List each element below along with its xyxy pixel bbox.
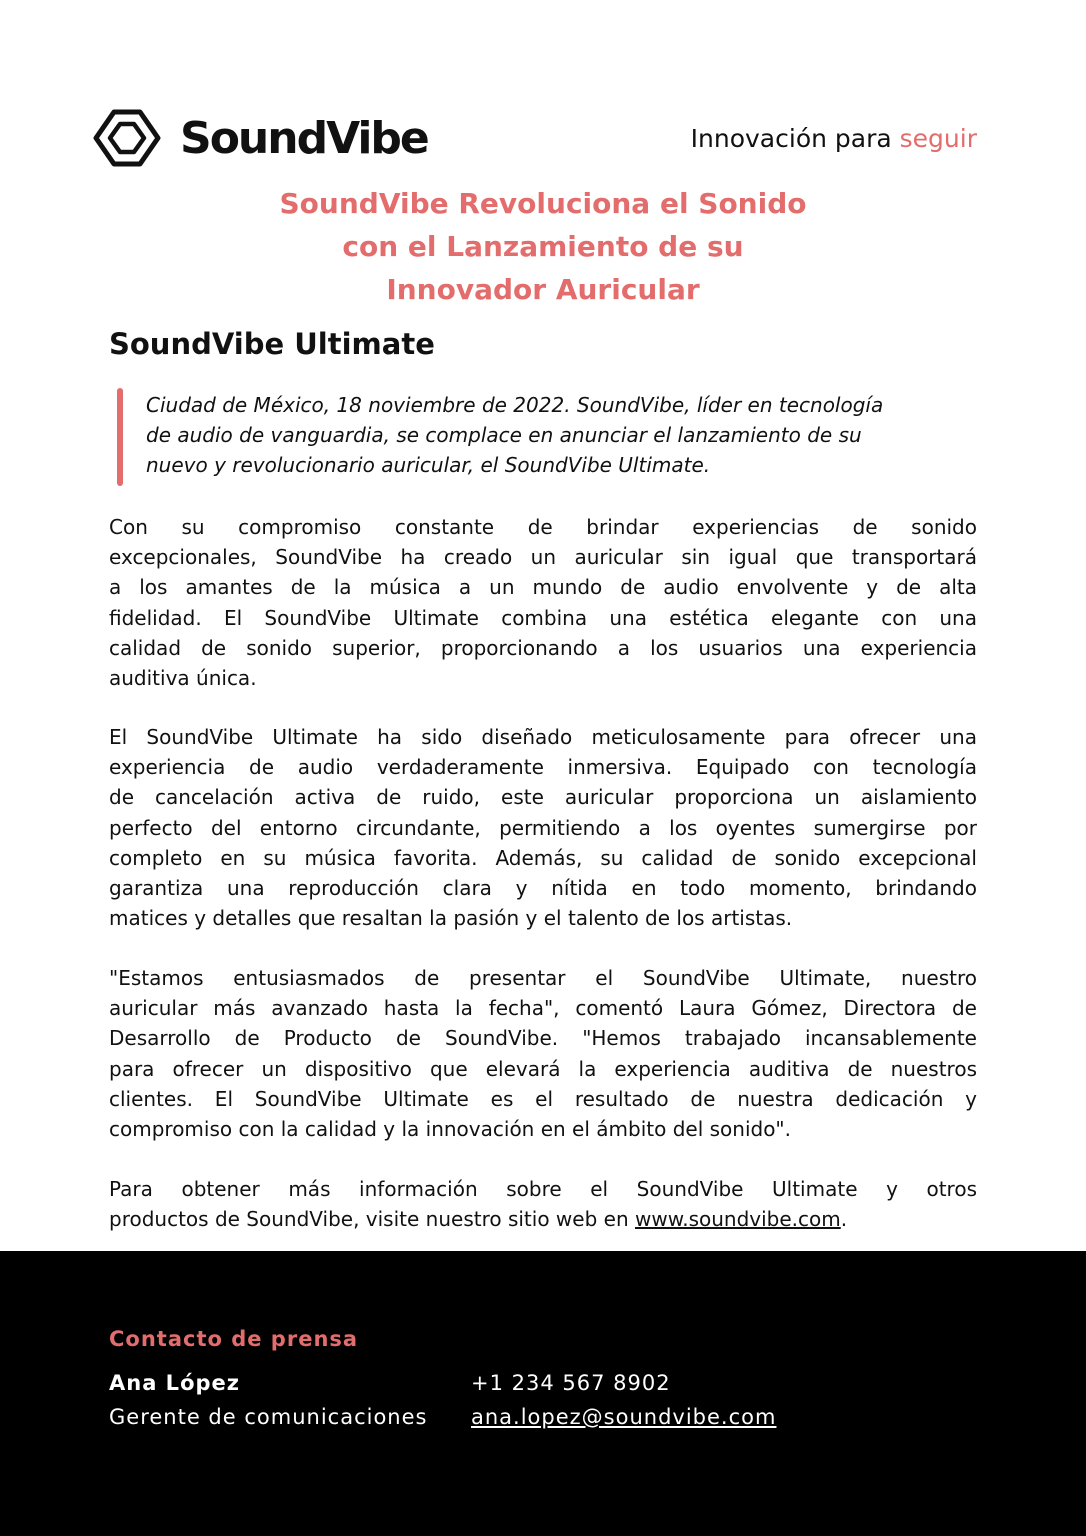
paragraph-3	[109, 963, 977, 1144]
tagline-text: Innovación para	[690, 124, 892, 153]
paragraph-2	[109, 722, 977, 933]
tagline	[691, 124, 977, 153]
paragraph-text: productos de SoundVibe, visite nuestro sitio web en	[109, 1207, 629, 1232]
paragraph-line: auricular más avanzado hasta la fecha", comentó Laura Gómez, Directora de	[109, 996, 977, 1021]
quote-line: de audio de vanguardia, se complace en anunciar el lanzamiento de su	[146, 423, 862, 447]
paragraph-line: El SoundVibe Ultimate ha sido diseñado meticulosamente para ofrecer una	[109, 725, 977, 749]
headline-line: SoundVibe Revoluciona el Sonido	[279, 187, 807, 220]
quote-line: Ciudad de México, 18 noviembre de 2022. SoundVibe, líder en tecnología	[146, 393, 884, 417]
paragraph-line: excepcionales, SoundVibe ha creado un auricular sin igual que transportará	[109, 545, 977, 570]
product-title: SoundVibe Ultimate	[109, 327, 435, 361]
contact-name: Ana López	[109, 1371, 240, 1395]
paragraph-line-with-link	[109, 1204, 977, 1234]
quote-line: nuevo y revolucionario auricular, el SoundVibe Ultimate.	[146, 453, 711, 477]
brand-name: SoundVibe	[180, 112, 428, 164]
paragraph-line: Con su compromiso constante de brindar experiencias de sonido	[109, 515, 977, 539]
period: .	[840, 1207, 848, 1232]
paragraph-line: Para obtener más información sobre el SoundVibe Ultimate y otros	[109, 1177, 977, 1201]
paragraph-line: de cancelación activa de ruido, este auricular proporciona un aislamiento	[109, 785, 977, 810]
website-link[interactable]: www.soundvibe.com	[634, 1207, 841, 1232]
paragraph-4	[109, 1174, 977, 1234]
paragraph-line: garantiza una reproducción clara y nítida en todo momento, brindando	[109, 875, 977, 900]
contact-footer	[0, 1251, 1086, 1536]
contact-email-link[interactable]: ana.lopez@soundvibe.com	[471, 1405, 777, 1429]
contact-role: Gerente de comunicaciones	[109, 1405, 428, 1429]
header	[92, 108, 977, 170]
brand-logo[interactable]	[92, 108, 428, 168]
paragraph-line: fidelidad. El SoundVibe Ultimate combina una estética elegante con una	[109, 605, 977, 630]
press-release-headline	[0, 182, 1086, 311]
paragraph-line: clientes. El SoundVibe Ultimate es el resultado de nuestra dedicación y	[109, 1086, 977, 1111]
paragraph-line: Desarrollo de Producto de SoundVibe. "Hemos trabajado incansablemente	[109, 1026, 977, 1051]
paragraph-line: matices y detalles que resaltan la pasión y el talento de los artistas.	[109, 906, 793, 931]
soundvibe-logo-icon	[92, 108, 162, 168]
paragraph-line: para ofrecer un dispositivo que elevará la experiencia auditiva de nuestros	[109, 1056, 977, 1081]
lead-quote	[146, 390, 986, 480]
paragraph-line: calidad de sonido superior, proporcionando a los usuarios una experiencia	[109, 635, 977, 660]
paragraph-line: completo en su música favorita. Además, su calidad de sonido excepcional	[109, 845, 977, 870]
contact-phone[interactable]: +1 234 567 8902	[471, 1371, 671, 1395]
paragraph-1	[109, 512, 977, 693]
tagline-accent: seguir	[899, 124, 977, 153]
paragraph-line: a los amantes de la música a un mundo de audio envolvente y de alta	[109, 575, 977, 600]
headline-line: Innovador Auricular	[386, 273, 700, 306]
headline-line: con el Lanzamiento de su	[342, 230, 744, 263]
quote-accent-bar	[117, 388, 123, 486]
paragraph-line: "Estamos entusiasmados de presentar el SoundVibe Ultimate, nuestro	[109, 966, 977, 990]
paragraph-line: compromiso con la calidad y la innovación en el ámbito del sonido".	[109, 1116, 791, 1141]
paragraph-line: perfecto del entorno circundante, permitiendo a los oyentes sumergirse por	[109, 815, 977, 840]
paragraph-line: auditiva única.	[109, 665, 257, 690]
paragraph-line: experiencia de audio verdaderamente inmersiva. Equipado con tecnología	[109, 755, 977, 780]
contact-title: Contacto de prensa	[109, 1327, 359, 1351]
